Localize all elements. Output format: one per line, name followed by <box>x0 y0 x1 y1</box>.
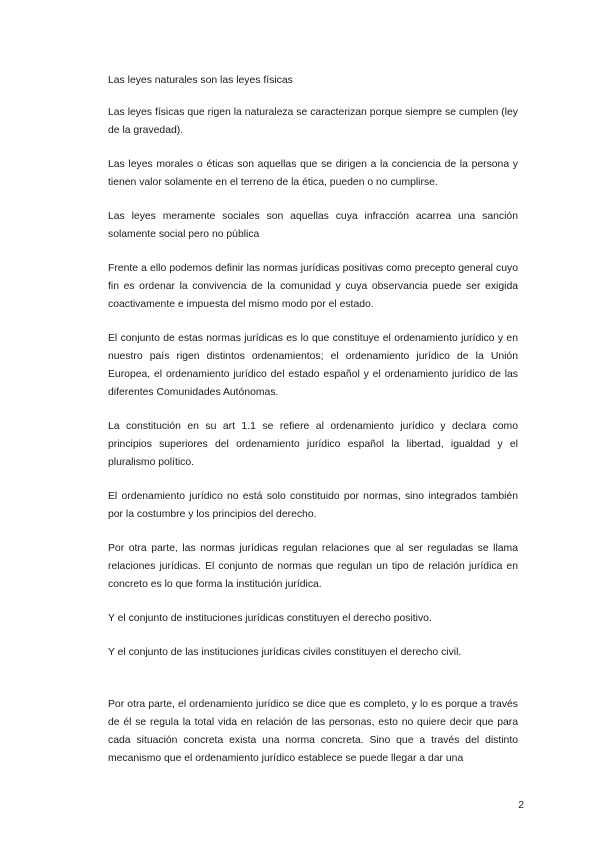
document-body <box>108 72 518 768</box>
paragraph-civil-law: Y el conjunto de las instituciones jurídicas civiles constituyen el derecho civil. <box>108 647 462 658</box>
paragraph-legal-norms: Frente a ello podemos definir las normas jurídicas positivas como precepto general cuyo fin es ordenar la convivencia de la comunidad y cuya observancia puede ser exigida coactivamente e impuesta del mismo modo por el estado. <box>108 263 518 310</box>
paragraph-constitution: La constitución en su art 1.1 se refiere al ordenamiento jurídico y declara como principios superiores del ordenamiento jurídico español la libertad, igualdad y el pluralismo político. <box>108 421 518 468</box>
paragraph-legal-relations: Por otra parte, las normas jurídicas regulan relaciones que al ser reguladas se llama relaciones jurídicas. El conjunto de normas que regulan un tipo de relación jurídica en concreto es lo que forma la institución jurídica. <box>108 543 518 590</box>
paragraph-moral-laws: Las leyes morales o éticas son aquellas que se dirigen a la conciencia de la persona y tienen valor solamente en el terreno de la ética, pueden o no cumplirse. <box>108 159 518 188</box>
paragraph-social-laws: Las leyes meramente sociales son aquellas cuya infracción acarrea una sanción solamente social pero no pública <box>108 211 518 240</box>
paragraph-completeness: Por otra parte, el ordenamiento jurídico se dice que es completo, y lo es porque a través de él se regula la total vida en relación de las personas, esto no quiere decir que para cada situación concreta exista una norma concreta. Sino que a través del distinto mecanismo que el ordenamiento jurídico establece se puede llegar a dar una <box>108 699 518 764</box>
paragraph-natural-laws: Las leyes naturales son las leyes físicas <box>108 75 293 86</box>
paragraph-legal-order: El conjunto de estas normas jurídicas es lo que constituye el ordenamiento jurídico y en nuestro país rigen distintos ordenamientos; el ordenamiento jurídico de la Unión Europea, el ordenamiento jurídico del estado español y el ordenamiento jurídico de las diferentes Comunidades Autónomas. <box>108 333 518 398</box>
paragraph-custom-principles: El ordenamiento jurídico no está solo constituido por normas, sino integrados también por la costumbre y los principios del derecho. <box>108 491 518 520</box>
paragraph-positive-law: Y el conjunto de instituciones jurídicas constituyen el derecho positivo. <box>108 613 432 624</box>
paragraph-physical-laws: Las leyes físicas que rigen la naturaleza se caracterizan porque siempre se cumplen (ley de la gravedad). <box>108 107 518 136</box>
page-number: 2 <box>518 800 524 811</box>
